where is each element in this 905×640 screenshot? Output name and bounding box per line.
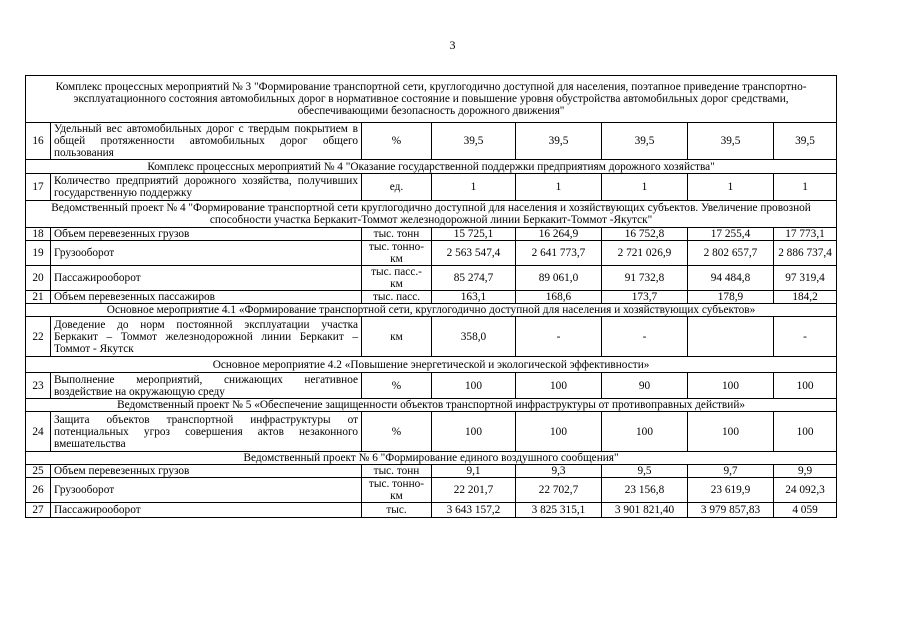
table-row: [26, 373, 837, 399]
unit-cell: %: [362, 373, 432, 399]
value-cell: 100: [774, 373, 837, 399]
unit-cell: тыс.: [362, 503, 432, 518]
value-cell: 89 061,0: [516, 266, 602, 291]
value-cell: 85 274,7: [432, 266, 516, 291]
value-cell: 100: [688, 373, 774, 399]
row-number: 18: [26, 228, 51, 241]
value-cell: 168,6: [516, 291, 602, 304]
section-row: [26, 452, 837, 465]
section-title: Основное мероприятие 4.2 «Повышение энергетической и экологической эффективности»: [26, 357, 837, 373]
value-cell: 173,7: [602, 291, 688, 304]
value-cell: 2 721 026,9: [602, 241, 688, 266]
value-cell: 100: [432, 412, 516, 452]
unit-cell: км: [362, 317, 432, 357]
value-cell: 9,9: [774, 465, 837, 478]
row-number: 22: [26, 317, 51, 357]
section-row: [26, 201, 837, 228]
table-row: [26, 291, 837, 304]
value-cell: 9,7: [688, 465, 774, 478]
row-number: 23: [26, 373, 51, 399]
indicator-name: Грузооборот: [51, 478, 362, 503]
value-cell: 22 702,7: [516, 478, 602, 503]
value-cell: 15 725,1: [432, 228, 516, 241]
unit-cell: тыс. тонно-км: [362, 241, 432, 266]
indicator-name: Объем перевезенных грузов: [51, 465, 362, 478]
value-cell: 2 886 737,4: [774, 241, 837, 266]
value-cell: 39,5: [516, 123, 602, 160]
row-number: 19: [26, 241, 51, 266]
value-cell: 163,1: [432, 291, 516, 304]
value-cell: 9,3: [516, 465, 602, 478]
table-row: [26, 503, 837, 518]
section-row: [26, 304, 837, 317]
row-number: 17: [26, 174, 51, 201]
section-title: Комплекс процессных мероприятий № 4 "Оказание государственной поддержки предприятиям дорожного хозяйства": [26, 160, 837, 174]
value-cell: 3 825 315,1: [516, 503, 602, 518]
value-cell: 91 732,8: [602, 266, 688, 291]
value-cell: 39,5: [688, 123, 774, 160]
value-cell: 100: [516, 373, 602, 399]
value-cell: -: [602, 317, 688, 357]
value-cell: 97 319,4: [774, 266, 837, 291]
section-title: Ведомственный проект № 5 «Обеспечение защищенности объектов транспортной инфраструктуры от противоправных действий»: [26, 399, 837, 412]
row-number: 25: [26, 465, 51, 478]
indicator-name: Объем перевезенных пассажиров: [51, 291, 362, 304]
value-cell: 2 563 547,4: [432, 241, 516, 266]
indicator-name: Количество предприятий дорожного хозяйства, получивших государственную поддержку: [51, 174, 362, 201]
value-cell: 3 901 821,40: [602, 503, 688, 518]
indicators-table: [25, 75, 837, 518]
value-cell: 4 059: [774, 503, 837, 518]
value-cell: 17 255,4: [688, 228, 774, 241]
value-cell: [688, 317, 774, 357]
section-title: Ведомственный проект № 4 "Формирование транспортной сети круглогодично доступной для населения и хозяйствующих субъектов. Увеличение провозной способности участка Беркакит-Томмот железнодорожной линии Беркакит-Томмот -Якутск": [26, 201, 837, 228]
value-cell: 178,9: [688, 291, 774, 304]
section-title: Основное мероприятие 4.1 «Формирование транспортной сети, круглогодично доступной для населения и хозяйствующих субъектов»: [26, 304, 837, 317]
table-row: [26, 478, 837, 503]
value-cell: 9,1: [432, 465, 516, 478]
value-cell: 2 802 657,7: [688, 241, 774, 266]
row-number: 21: [26, 291, 51, 304]
value-cell: 1: [516, 174, 602, 201]
indicator-name: Защита объектов транспортной инфраструктуры от потенциальных угроз совершения актов незаконного вмешательства: [51, 412, 362, 452]
table-row: [26, 412, 837, 452]
indicator-name: Грузооборот: [51, 241, 362, 266]
value-cell: 3 643 157,2: [432, 503, 516, 518]
value-cell: 100: [602, 412, 688, 452]
unit-cell: тыс. тонн: [362, 228, 432, 241]
value-cell: 1: [602, 174, 688, 201]
unit-cell: тыс. тонн: [362, 465, 432, 478]
unit-cell: тыс. тонно-км: [362, 478, 432, 503]
value-cell: 23 619,9: [688, 478, 774, 503]
value-cell: 23 156,8: [602, 478, 688, 503]
value-cell: 100: [688, 412, 774, 452]
table-row: [26, 465, 837, 478]
value-cell: -: [516, 317, 602, 357]
table-row: [26, 317, 837, 357]
section-row: [26, 357, 837, 373]
unit-cell: тыс. пасс.: [362, 291, 432, 304]
row-number: 26: [26, 478, 51, 503]
value-cell: 9,5: [602, 465, 688, 478]
value-cell: 24 092,3: [774, 478, 837, 503]
indicator-name: Удельный вес автомобильных дорог с твердым покрытием в общей протяженности автомобильных дорог общего пользования: [51, 123, 362, 160]
value-cell: 100: [516, 412, 602, 452]
unit-cell: %: [362, 123, 432, 160]
value-cell: 184,2: [774, 291, 837, 304]
value-cell: 16 264,9: [516, 228, 602, 241]
unit-cell: тыс. пасс.-км: [362, 266, 432, 291]
row-number: 24: [26, 412, 51, 452]
table-row: [26, 123, 837, 160]
table-row: [26, 266, 837, 291]
table-row: [26, 174, 837, 201]
indicator-name: Доведение до норм постоянной эксплуатации участка Беркакит – Томмот железнодорожной линии Беркакит – Томмот - Якутск: [51, 317, 362, 357]
section-title: Ведомственный проект № 6 "Формирование единого воздушного сообщения": [26, 452, 837, 465]
value-cell: 39,5: [602, 123, 688, 160]
value-cell: 3 979 857,83: [688, 503, 774, 518]
value-cell: 1: [432, 174, 516, 201]
indicator-name: Выполнение мероприятий, снижающих негативное воздействие на окружающую среду: [51, 373, 362, 399]
section-row: [26, 160, 837, 174]
row-number: 27: [26, 503, 51, 518]
value-cell: 1: [688, 174, 774, 201]
value-cell: 358,0: [432, 317, 516, 357]
row-number: 16: [26, 123, 51, 160]
section-title: Комплекс процессных мероприятий № 3 "Формирование транспортной сети, круглогодично доступной для населения, поэтапное приведение транспортно-эксплуатационного состояния автомобильных дорог в нормативное состояние и повышение уровня обустройства автомобильных дорог средствами, обеспечивающими безопасность дорожного движения": [26, 76, 837, 123]
value-cell: 17 773,1: [774, 228, 837, 241]
unit-cell: ед.: [362, 174, 432, 201]
section-row: [26, 399, 837, 412]
value-cell: -: [774, 317, 837, 357]
indicator-name: Пассажирооборот: [51, 503, 362, 518]
value-cell: 39,5: [774, 123, 837, 160]
value-cell: 16 752,8: [602, 228, 688, 241]
value-cell: 100: [774, 412, 837, 452]
indicator-name: Пассажирооборот: [51, 266, 362, 291]
value-cell: 94 484,8: [688, 266, 774, 291]
row-number: 20: [26, 266, 51, 291]
section-row: [26, 76, 837, 123]
table-row: [26, 241, 837, 266]
table-row: [26, 228, 837, 241]
value-cell: 2 641 773,7: [516, 241, 602, 266]
value-cell: 90: [602, 373, 688, 399]
page-number: 3: [449, 38, 456, 52]
value-cell: 100: [432, 373, 516, 399]
value-cell: 22 201,7: [432, 478, 516, 503]
indicator-name: Объем перевезенных грузов: [51, 228, 362, 241]
value-cell: 39,5: [432, 123, 516, 160]
value-cell: 1: [774, 174, 837, 201]
unit-cell: %: [362, 412, 432, 452]
